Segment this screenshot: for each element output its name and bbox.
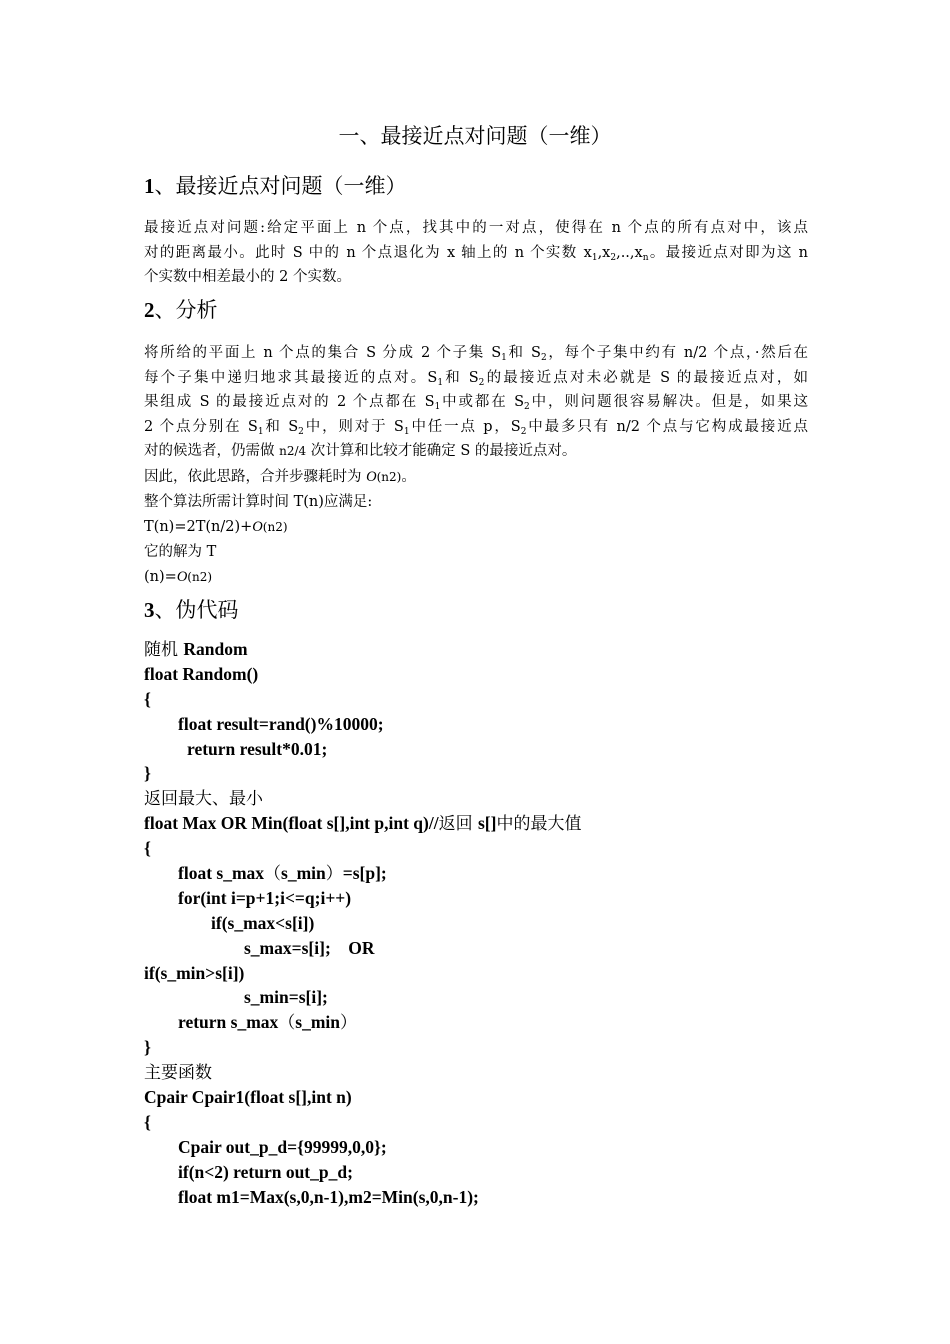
- section-heading-3: [144, 596, 239, 624]
- text-line: 对的候选者，仍需做 n2/4 次计算和比较才能确定 S 的最接近点对。: [144, 443, 577, 459]
- code-line: Cpair Cpair1(float s[],int n): [144, 1087, 352, 1108]
- code-line: float m1=Max(s,0,n-1),m2=Min(s,0,n-1);: [178, 1186, 479, 1207]
- text-line: 对的距离最小。此时 S 中的 n 个点退化为 x 轴上的 n 个实数 $x_1,x_2,..,x_n$。最接近点对即为这 n: [144, 244, 808, 263]
- section-title: 、分析: [154, 298, 218, 322]
- section-number: 1: [144, 174, 155, 198]
- code-line: }: [144, 763, 151, 784]
- code-line: float Random(): [144, 663, 259, 684]
- code-line: if(n<2) return out_p_d;: [178, 1161, 353, 1182]
- code-line: }: [144, 1037, 151, 1058]
- code-line: {: [144, 1111, 151, 1132]
- code-line: float Max OR Min(float s[],int p,int q)//返回 s[]中的最大值: [144, 813, 582, 835]
- formula-line-merge: 因此，依此思路，合并步骤耗时为 O(n2)。: [144, 469, 416, 485]
- code-line: 随机 Random: [144, 639, 248, 660]
- section-heading-1: [144, 172, 407, 200]
- code-line: return s_max（s_min）: [178, 1012, 358, 1034]
- code-line: if(s_max<s[i]): [211, 912, 315, 933]
- text-line: 果组成 S 的最接近点对的 2 个点都在 $S_1$中或都在 $S_2$中，则问题很容易解决。但是，如果这: [144, 394, 808, 412]
- text-line: 最接近点对问题:给定平面上 n 个点，找其中的一对点，使得在 n 个点的所有点对中，该点: [144, 220, 808, 236]
- code-line: float result=rand()%10000;: [178, 713, 384, 734]
- code-line: if(s_min>s[i]): [144, 962, 245, 983]
- text-line: 个实数中相差最小的 2 个实数。: [144, 269, 351, 285]
- code-line: float s_max（s_min）=s[p];: [178, 863, 387, 885]
- section-number: 3: [144, 598, 155, 622]
- formula-solution: (n)=O(n2): [144, 569, 213, 585]
- section-title: 、伪代码: [154, 598, 239, 622]
- code-line: s_min=s[i];: [244, 987, 328, 1008]
- section-number: 2: [144, 298, 155, 322]
- code-line: 返回最大、最小: [144, 789, 263, 810]
- section-heading-2: [144, 296, 218, 324]
- text-line: 将所给的平面上 n 个点的集合 S 分成 2 个子集 $S_1$和 $S_2$，每个子集中约有 n/2 个点，·然后在: [144, 345, 808, 363]
- code-line: Cpair out_p_d={99999,0,0};: [178, 1136, 387, 1157]
- analysis-paragraph: [144, 341, 808, 464]
- code-line: s_max=s[i]; OR: [244, 937, 375, 958]
- text-line: 每个子集中递归地求其最接近的点对。$S_1$和 $S_2$的最接近点对未必就是 S 的最接近点对，如: [144, 369, 809, 388]
- intro-paragraph: [144, 216, 808, 290]
- document-title: 一、最接近点对问题（一维）: [338, 124, 612, 148]
- code-line: for(int i=p+1;i<=q;i++): [178, 887, 352, 908]
- code-line: {: [144, 688, 151, 709]
- formula-solution-label: 它的解为 T: [144, 544, 217, 560]
- pseudocode-block: [144, 637, 581, 1209]
- code-line: return result*0.01;: [187, 738, 328, 759]
- formula-line-total: 整个算法所需计算时间 T(n)应满足:: [144, 494, 373, 510]
- code-line: 主要函数: [144, 1063, 212, 1084]
- code-line: {: [144, 838, 151, 859]
- formula-recurrence: T(n)=2T(n/2)+O(n2): [144, 519, 288, 535]
- section-title: 、最接近点对问题（一维）: [154, 174, 407, 198]
- text-line: 2 个点分别在 $S_1$和 $S_2$中，则对于 $S_1$中任一点 p，$S_2$中最多只有 n/2 个点与它构成最接近点: [144, 418, 809, 437]
